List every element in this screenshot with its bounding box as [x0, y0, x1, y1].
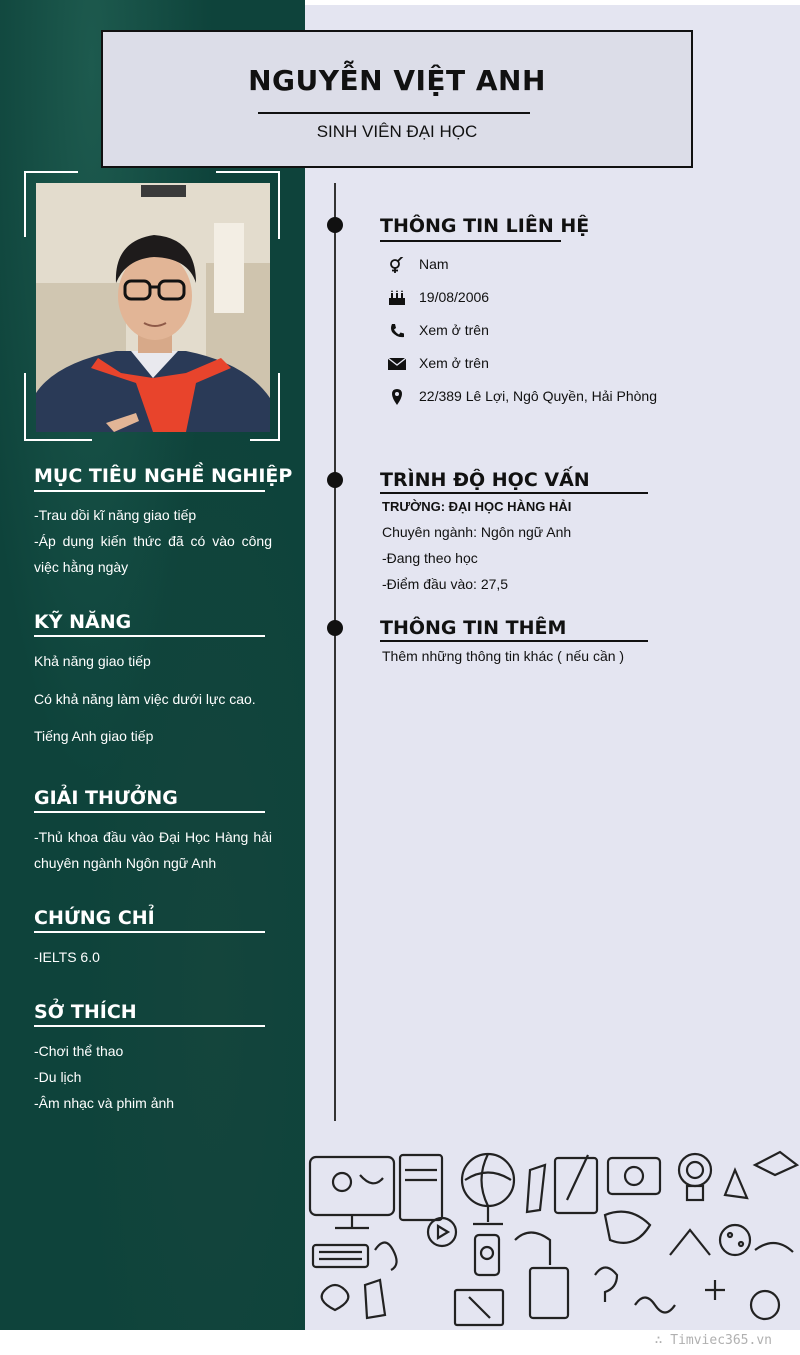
objective-line: -Trau dồi kĩ năng giao tiếp [34, 507, 197, 523]
candidate-title: SINH VIÊN ĐẠI HỌC [316, 122, 478, 141]
doodle-illustration [305, 1140, 800, 1330]
name-header [101, 30, 693, 168]
extra-title: THÔNG TIN THÊM [380, 617, 567, 639]
contact-text: 22/389 Lê Lợi, Ngô Quyền, Hải Phòng [419, 388, 658, 404]
education-line: -Đang theo học [382, 550, 478, 566]
contact-birthday [388, 287, 718, 309]
education-title: TRÌNH ĐỘ HỌC VẤN [380, 469, 590, 491]
gender-icon [388, 257, 406, 273]
candidate-name: NGUYỄN VIỆT ANH [248, 64, 546, 97]
certificates-text: -IELTS 6.0 [34, 949, 100, 965]
education-line: Chuyên ngành: Ngôn ngữ Anh [382, 524, 572, 540]
hobby-item: -Âm nhạc và phim ảnh [34, 1095, 175, 1111]
contact-gender [388, 254, 718, 276]
contact-text: Xem ở trên [419, 355, 489, 371]
contact-phone [388, 320, 718, 342]
timeline-dot [327, 217, 343, 233]
name-divider [258, 112, 530, 114]
timeline-dot [327, 620, 343, 636]
skill-item: Có khả năng làm việc dưới lực cao. [34, 691, 256, 707]
extra-divider [380, 640, 648, 642]
awards-text: -Thủ khoa đầu vào Đại Học Hàng hải chuyên ngành Ngôn ngữ Anh [34, 829, 272, 871]
watermark: ∴ Timviec365.vn [654, 1333, 772, 1348]
extra-text: Thêm những thông tin khác ( nếu cần ) [382, 648, 625, 664]
certificates-title: CHỨNG CHỈ [34, 907, 155, 929]
contact-text: Xem ở trên [419, 322, 489, 338]
profile-photo [36, 183, 270, 432]
skill-item: Khả năng giao tiếp [34, 653, 151, 669]
skill-item: Tiếng Anh giao tiếp [34, 728, 154, 744]
certificates-divider [34, 931, 265, 933]
objective-title: MỤC TIÊU NGHỀ NGHIỆP [34, 465, 293, 487]
contact-address [388, 386, 718, 408]
contact-text: 19/08/2006 [419, 289, 490, 305]
phone-icon [388, 323, 406, 339]
hobbies-title: SỞ THÍCH [34, 1001, 137, 1023]
birthday-cake-icon [388, 290, 406, 306]
contact-email [388, 353, 718, 375]
education-line: -Điểm đầu vào: 27,5 [382, 576, 509, 592]
email-icon [388, 356, 406, 372]
education-school: TRƯỜNG: ĐẠI HỌC HÀNG HẢI [382, 499, 572, 514]
timeline-line [334, 183, 336, 1121]
hobby-item: -Chơi thể thao [34, 1043, 124, 1059]
objective-line: -Áp dụng kiến thức đã có vào công việc hằng ngày [34, 533, 272, 575]
hobbies-divider [34, 1025, 265, 1027]
top-strip [305, 0, 800, 5]
awards-title: GIẢI THƯỞNG [34, 787, 178, 809]
contact-text: Nam [419, 256, 449, 272]
objective-divider [34, 490, 265, 492]
photo-frame [24, 171, 280, 441]
location-pin-icon [388, 389, 406, 405]
skills-divider [34, 635, 265, 637]
hobby-item: -Du lịch [34, 1069, 82, 1085]
awards-divider [34, 811, 265, 813]
skills-title: KỸ NĂNG [34, 611, 132, 633]
contact-divider [380, 240, 561, 242]
timeline-dot [327, 472, 343, 488]
contact-title: THÔNG TIN LIÊN HỆ [380, 215, 590, 237]
portrait-illustration [36, 183, 270, 432]
